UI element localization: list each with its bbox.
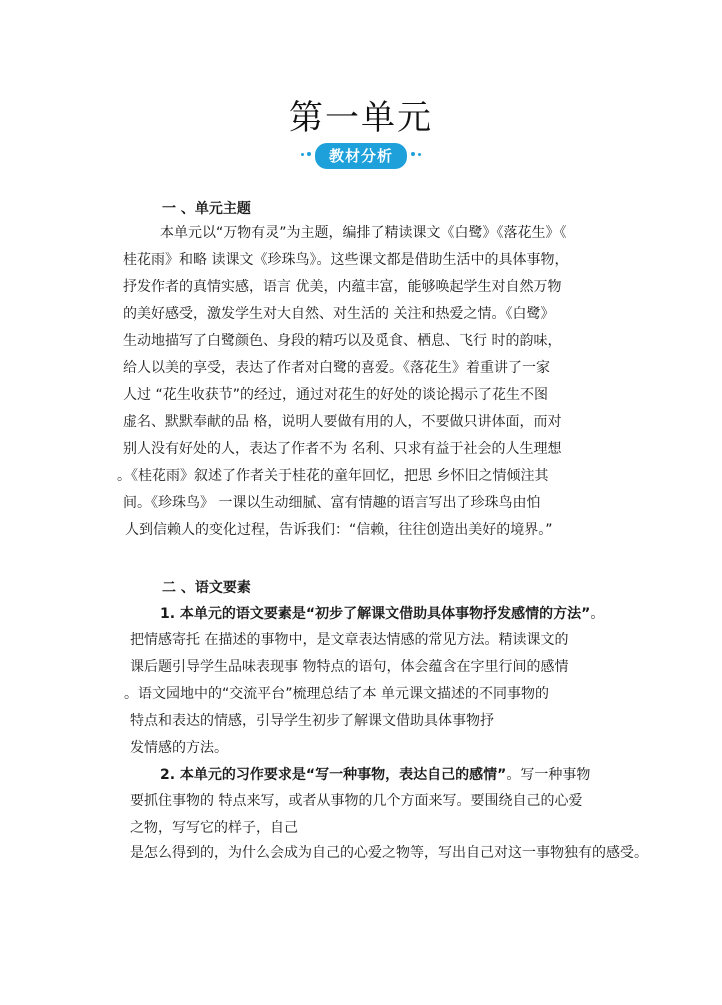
section2-point1-tail: 。 bbox=[590, 606, 605, 622]
badge-wrapper bbox=[0, 143, 722, 169]
section1-line: 抒发作者的真情实感，语言 优美，内蕴丰富，能够唤起学生对自然万物 bbox=[123, 279, 562, 295]
section2-line: 要抓住事物的 特点来写，或者从事物的几个方面来写。要围绕自己的心爱 bbox=[130, 793, 583, 809]
section1-line: 本单元以“万物有灵”为主题，编排了精读课文《白鹭》《落花生》《 bbox=[160, 225, 567, 241]
section1-line: 生动地描写了白鹭颜色、身段的精巧以及觅食、栖息、飞行 时的韵味， bbox=[123, 333, 562, 349]
section1-line: 的美好感受，激发学生对大自然、对生活的 关注和热爱之情。《白鹭》 bbox=[123, 306, 555, 322]
section1-line: 间。《珍珠鸟》 一课以生动细腻、富有情趣的语言写出了珍珠鸟由怕 bbox=[123, 495, 541, 511]
section2-point1 bbox=[160, 604, 604, 624]
section2-point2-bold: 2. 本单元的习作要求是“写一种事物，表达自己的感情” bbox=[160, 767, 507, 783]
section2-line: 课后题引导学生品味表现事 物特点的语句，体会蕴含在字里行间的感情 bbox=[130, 659, 569, 675]
section1-heading: 一 、单元主题 bbox=[162, 201, 251, 217]
section1-line: 虚名、默默奉献的品 格，说明人要做有用的人，不要做只讲体面，而对 bbox=[123, 414, 562, 430]
section2-line: 把情感寄托 在描述的事物中，是文章表达情感的常见方法。精读课文的 bbox=[130, 632, 569, 648]
section2-line: 是怎么得到的，为什么会成为自己的心爱之物等，写出自己对这一事物独有的感受。 bbox=[130, 845, 648, 861]
badge-dot-icon bbox=[307, 152, 311, 156]
section1-line: 别人没有好处的人，表达了作者不为 名利、只求有益于社会的人生理想 bbox=[123, 441, 562, 457]
section1-line: 给人以美的享受，表达了作者对白鹭的喜爱。《落花生》着重讲了一家 bbox=[123, 360, 550, 376]
badge-dot-icon bbox=[418, 153, 421, 156]
badge-dot-icon bbox=[301, 153, 304, 156]
section1-line: 桂花雨》和略 读课文《珍珠鸟》。这些课文都是借助生活中的具体事物， bbox=[123, 252, 569, 268]
page-title: 第一单元 bbox=[289, 98, 433, 138]
section1-line: 人过 “花生收获节”的经过，通过对花生的好处的谈论揭示了花生不图 bbox=[123, 387, 548, 403]
section2-line: 特点和表达的情感，引导学生初步了解课文借助具体事物抒 bbox=[130, 713, 494, 729]
section2-point1-bold: 1. 本单元的语文要素是“初步了解课文借助具体事物抒发感情的方法” bbox=[160, 606, 591, 622]
section-badge bbox=[315, 143, 407, 169]
section1-line: 。《桂花雨》叙述了作者关于桂花的童年回忆，把思 乡怀旧之情倾注其 bbox=[117, 468, 549, 484]
badge-label: 教材分析 bbox=[328, 147, 393, 165]
section2-heading: 二 、语文要素 bbox=[162, 580, 251, 596]
section1-line: 人到信赖人的变化过程，告诉我们：“信赖，往往创造出美好的境界。” bbox=[125, 522, 553, 538]
section2-point2 bbox=[160, 765, 590, 785]
section2-line: 。语文园地中的“交流平台”梳理总结了本 单元课文描述的不同事物的 bbox=[124, 686, 549, 702]
section2-line: 发情感的方法。 bbox=[130, 740, 228, 756]
badge-dot-icon bbox=[411, 152, 415, 156]
section2-point2-tail: 。写一种事物 bbox=[506, 767, 591, 783]
section2-line: 之物，写写它的样子，自己 bbox=[130, 820, 298, 836]
